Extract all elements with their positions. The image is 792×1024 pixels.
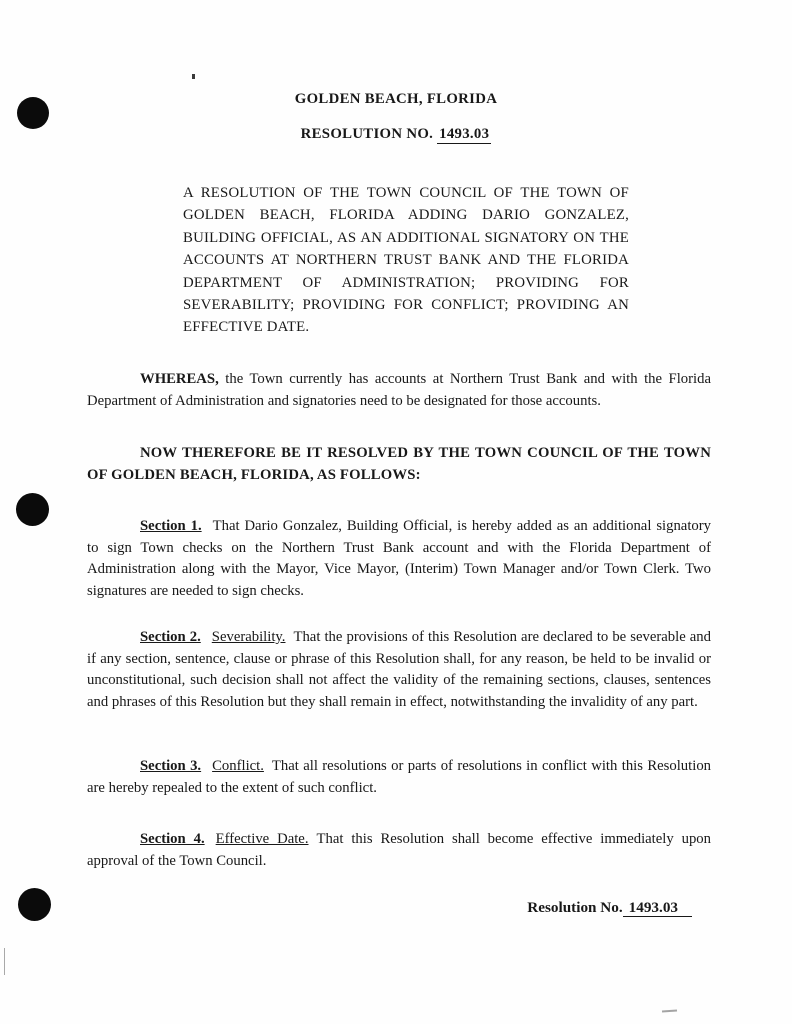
whereas-body: the Town currently has accounts at Northern Trust Bank and with the Florida Department of Administration and signatories need to be designated for those accounts. bbox=[87, 371, 711, 409]
section-4-body: That this Resolution shall become effective immediately upon approval of the Town Council. bbox=[87, 831, 711, 869]
hole-punch-icon bbox=[16, 493, 49, 526]
section-3-paragraph bbox=[87, 756, 711, 799]
section-2-paragraph bbox=[87, 627, 711, 713]
footer-resolution-label: Resolution No. bbox=[527, 899, 623, 916]
resolved-clause-paragraph: NOW THEREFORE BE IT RESOLVED BY THE TOWN COUNCIL OF THE TOWN OF GOLDEN BEACH, FLORIDA, AS FOLLOWS: bbox=[87, 445, 711, 483]
footer-resolution-number bbox=[527, 899, 692, 917]
scan-smudge bbox=[662, 1009, 677, 1012]
section-2-subtitle: Severability. bbox=[211, 629, 286, 645]
section-4-label: Section 4. bbox=[140, 831, 205, 847]
scan-edge-line bbox=[4, 948, 5, 975]
section-3-body: That all resolutions or parts of resolutions in conflict with this Resolution are hereby repealed to the extent of such conflict. bbox=[87, 758, 712, 796]
resolution-title-block: A RESOLUTION OF THE TOWN COUNCIL OF THE TOWN OF GOLDEN BEACH, FLORIDA ADDING DARIO GONZALEZ, BUILDING OFFICIAL, AS AN ADDITIONAL SIGNATORY ON THE ACCOUNTS AT NORTHERN TRUST BANK AND THE FLORIDA DEPARTMENT OF ADMINISTRATION; PROVIDING FOR SEVERABILITY; PROVIDING FOR CONFLICT; PROVIDING AN EFFECTIVE DATE. bbox=[183, 185, 629, 336]
whereas-paragraph bbox=[87, 369, 711, 412]
resolution-number-label: RESOLUTION NO. bbox=[300, 126, 434, 142]
footer-resolution-value: 1493.03 bbox=[623, 900, 692, 917]
hole-punch-icon bbox=[18, 888, 51, 921]
scan-speck bbox=[192, 74, 195, 79]
document-title: GOLDEN BEACH, FLORIDA bbox=[294, 91, 498, 107]
resolution-number-heading bbox=[0, 126, 792, 144]
section-2-body: That the provisions of this Resolution are declared to be severable and if any section, sentence, clause or phrase of this Resolution shall, for any reason, be held to be invalid or unconstitutional, such decision shall not affect the validity of the remaining sections, clauses, sentences and phrases of this Resolution but they shall remain in effect, notwithstanding the invalidity of any part. bbox=[87, 629, 711, 710]
section-1-body: That Dario Gonzalez, Building Official, is hereby added as an additional signatory to sign Town checks on the Northern Trust Bank account and with the Florida Department of Administration along with the Mayor, Vice Mayor, (Interim) Town Manager and/or Town Clerk. Two signatures are needed to sign checks. bbox=[87, 518, 711, 599]
section-2-label: Section 2. bbox=[140, 629, 201, 645]
whereas-lead: WHEREAS, bbox=[140, 371, 219, 387]
section-4-paragraph bbox=[87, 829, 711, 872]
resolution-number-value: 1493.03 bbox=[439, 126, 490, 142]
section-4-subtitle: Effective Date. bbox=[215, 831, 309, 847]
section-3-subtitle: Conflict. bbox=[212, 758, 264, 774]
section-1-paragraph bbox=[87, 516, 711, 602]
section-3-label: Section 3. bbox=[140, 758, 202, 774]
section-1-label: Section 1. bbox=[140, 518, 202, 534]
